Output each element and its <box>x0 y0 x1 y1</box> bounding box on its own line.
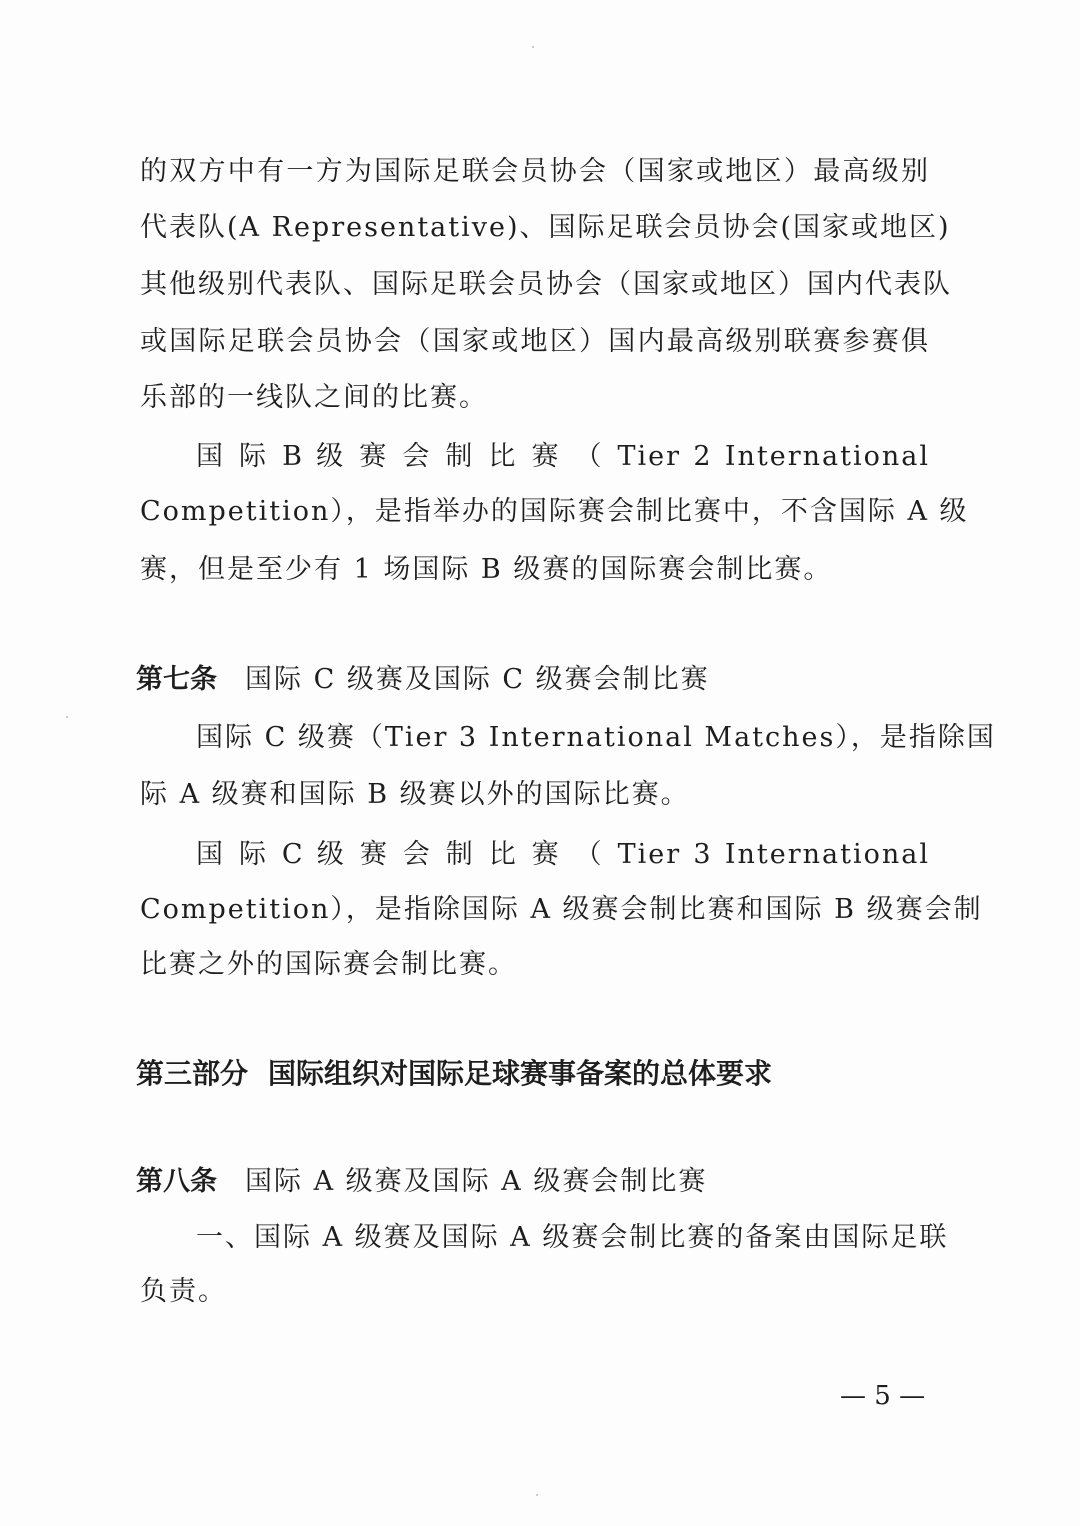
scan-speck <box>66 716 68 718</box>
scan-speck <box>532 46 534 48</box>
body-line: 负责。 <box>140 1276 227 1307</box>
part-number: 第三部分 <box>136 1057 249 1090</box>
body-line: Competition），是指举办的国际赛会制比赛中，不含国际 A 级 <box>140 496 969 527</box>
body-line: 的双方中有一方为国际足联会员协会（国家或地区）最高级别 <box>140 156 930 187</box>
body-line: 际 A 级赛和国际 B 级赛以外的国际比赛。 <box>140 779 690 810</box>
part-title: 国际组织对国际足球赛事备案的总体要求 <box>268 1057 773 1090</box>
body-line: 国际 C 级赛（Tier 3 International Matches），是指除国 <box>196 722 996 753</box>
part-heading <box>136 1052 772 1096</box>
article-heading <box>136 1162 707 1202</box>
body-line: Competition），是指除国际 A 级赛会制比赛和国际 B 级赛会制 <box>140 894 983 925</box>
article-number: 第八条 <box>136 1166 217 1197</box>
article-number: 第七条 <box>136 664 217 695</box>
article-heading <box>136 660 710 700</box>
body-line: 国 际 B 级 赛 会 制 比 赛 （ Tier 2 International <box>196 441 930 472</box>
article-title: 国际 A 级赛及国际 A 级赛会制比赛 <box>245 1166 708 1197</box>
body-line: 乐部的一线队之间的比赛。 <box>140 382 488 413</box>
body-line: 或国际足联会员协会（国家或地区）国内最高级别联赛参赛俱 <box>140 326 930 357</box>
body-line: 国 际 C 级 赛 会 制 比 赛 （ Tier 3 International <box>196 839 930 870</box>
body-line: 比赛之外的国际赛会制比赛。 <box>140 949 517 980</box>
scan-speck <box>536 1494 538 1496</box>
body-line: 代表队(A Representative)、国际足联会员协会(国家或地区) <box>140 212 951 243</box>
body-line: 其他级别代表队、国际足联会员协会（国家或地区）国内代表队 <box>140 269 952 300</box>
body-line: 赛，但是至少有 1 场国际 B 级赛的国际赛会制比赛。 <box>140 554 833 585</box>
article-title: 国际 C 级赛及国际 C 级赛会制比赛 <box>245 664 710 695</box>
body-line: 一、国际 A 级赛及国际 A 级赛会制比赛的备案由国际足联 <box>196 1222 949 1253</box>
page-number: — 5 — <box>840 1381 926 1411</box>
